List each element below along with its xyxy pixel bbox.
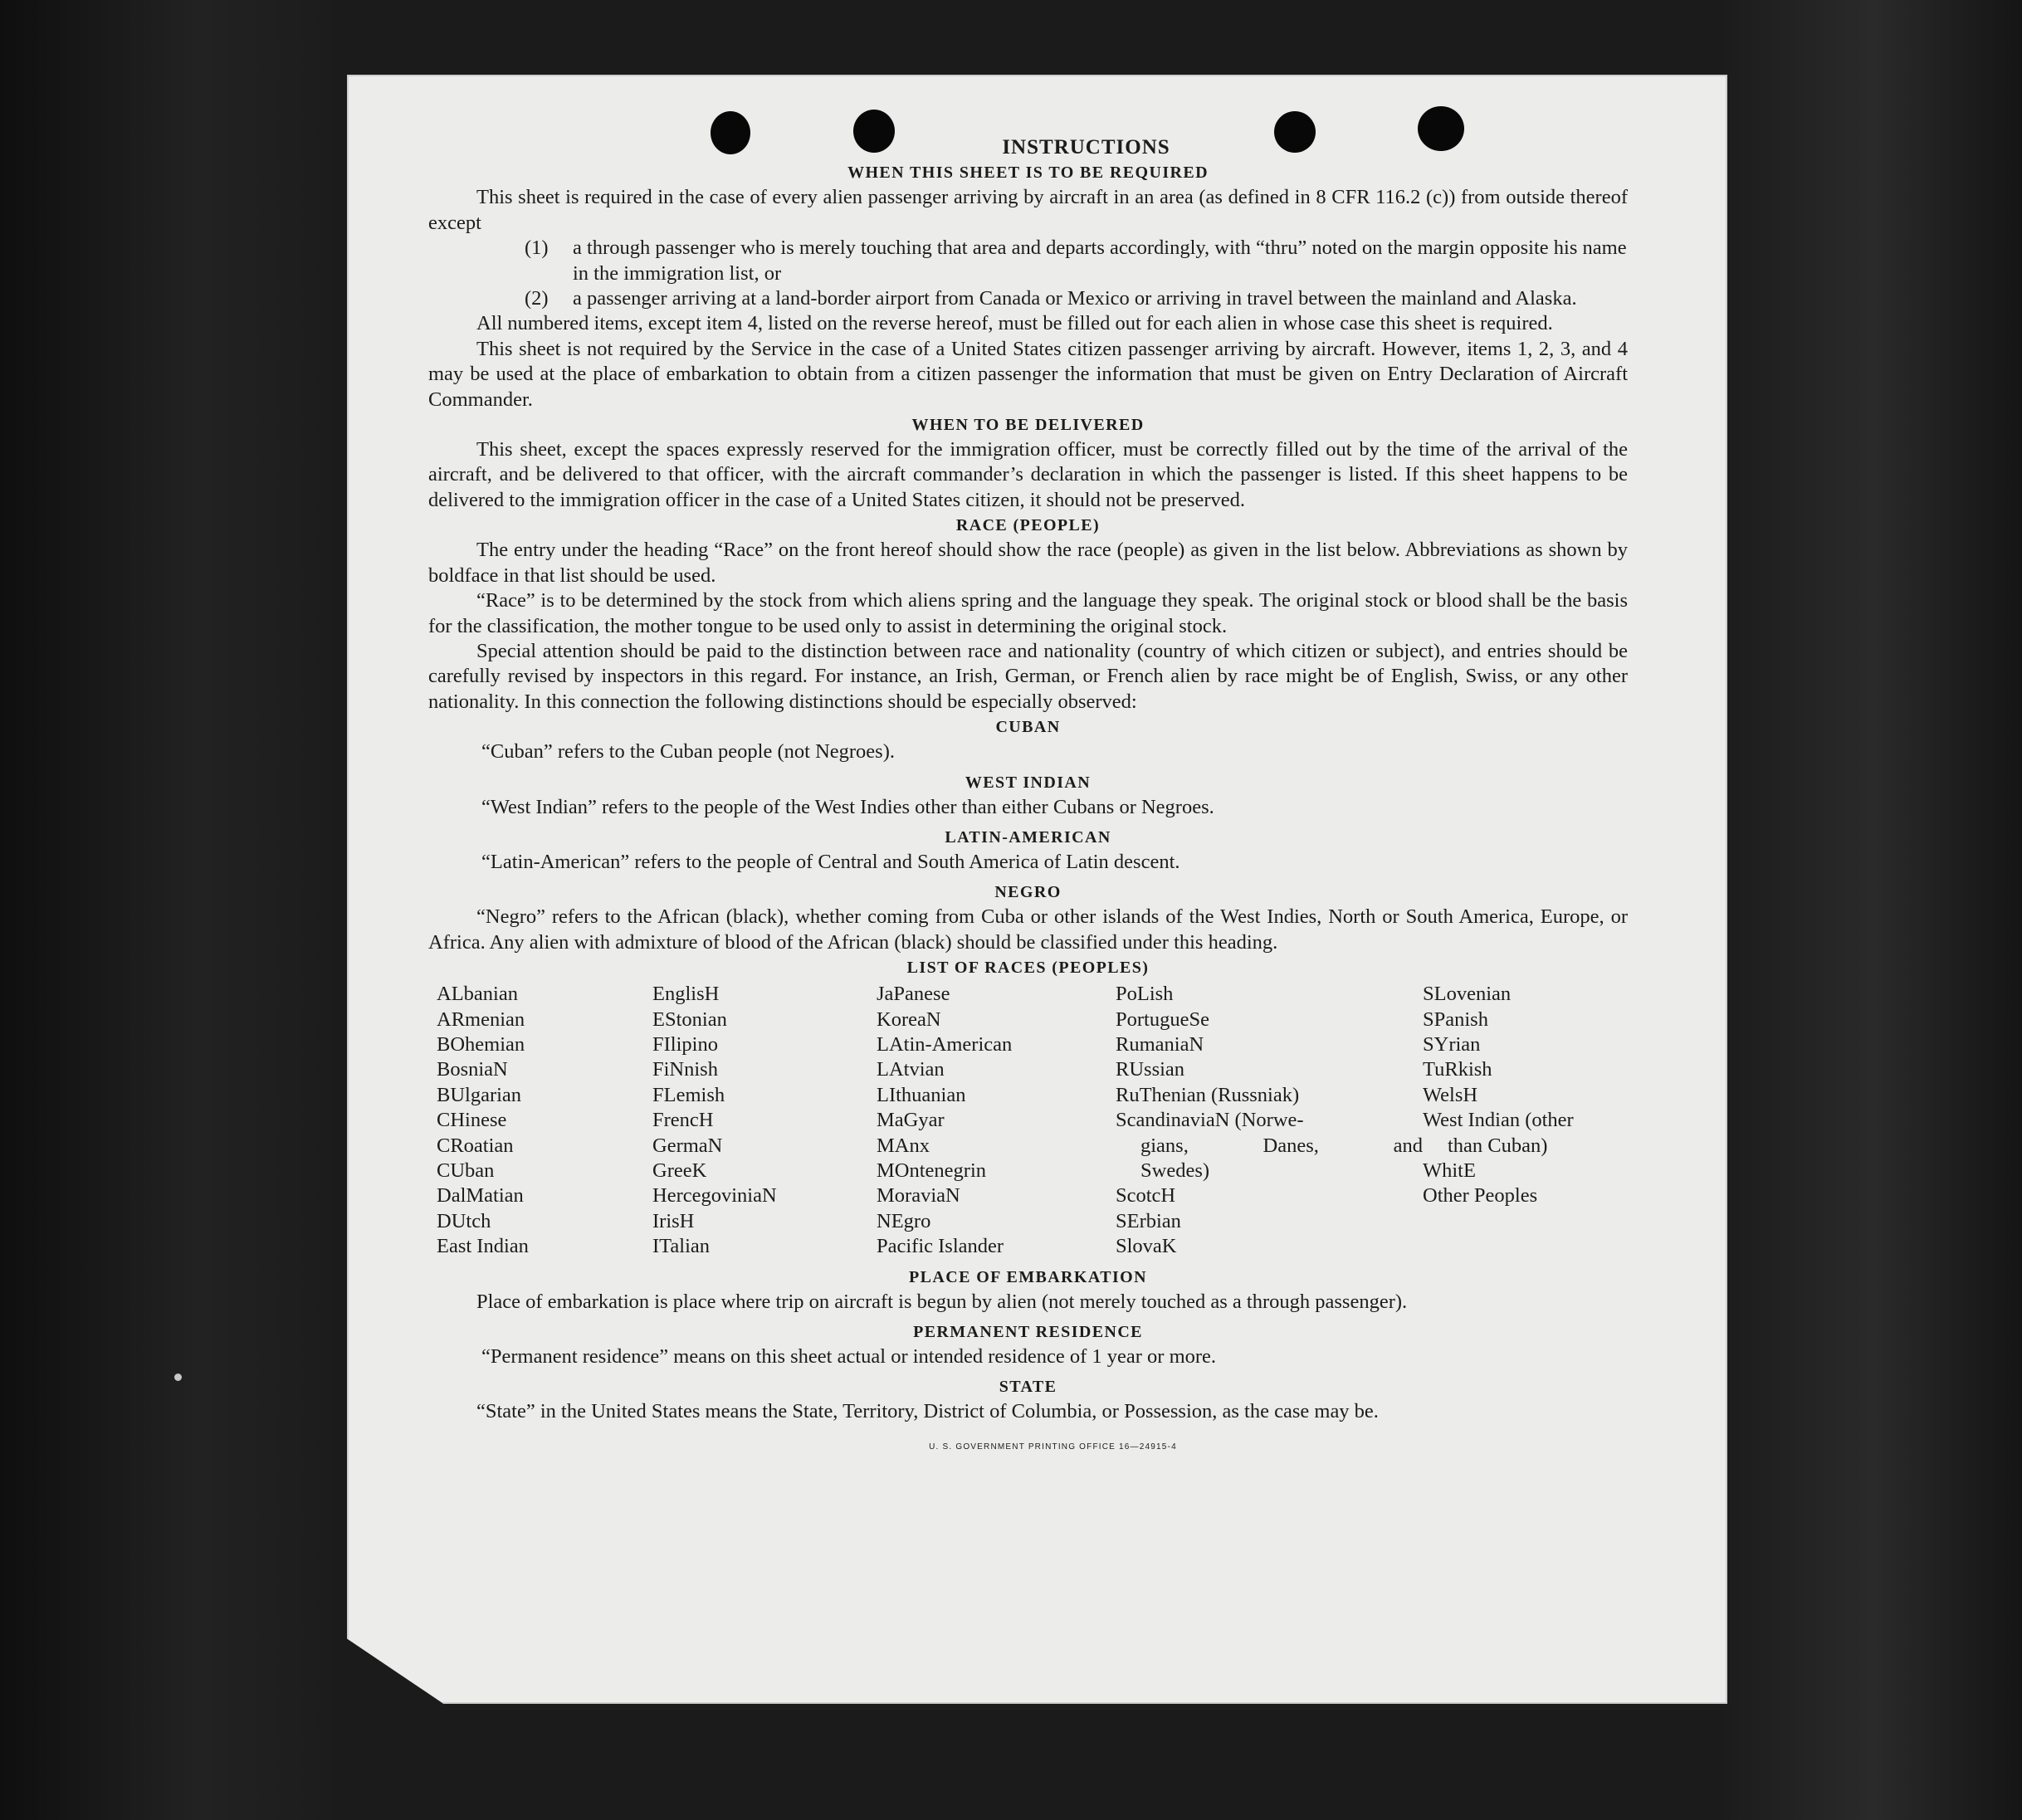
race-entry-continued: Swedes)	[1140, 1159, 1210, 1182]
race-entry: CRoatian	[437, 1134, 514, 1157]
race-entry: FLemish	[652, 1083, 725, 1106]
race-entry: CUban	[437, 1159, 495, 1182]
race-entry: GermaN	[652, 1134, 723, 1157]
heading-list-of-races: LIST OF RACES (PEOPLES)	[906, 959, 1150, 978]
races-column	[652, 982, 877, 1259]
race-entry: PoLish	[1116, 983, 1174, 1006]
heading-when-required: WHEN THIS SHEET IS TO BE REQUIRED	[847, 163, 1209, 183]
heading-permanent-residence: PERMANENT RESIDENCE	[913, 1323, 1143, 1342]
paragraph: “Negro” refers to the African (black), whether coming from Cuba or other islands of the West Indies, North or South America, Europe, or Africa. Any alien with admixture of blood of the African (black) should be classified under this heading.	[428, 905, 1628, 954]
race-entry: BosniaN	[437, 1058, 508, 1081]
race-entry: DalMatian	[437, 1184, 524, 1208]
printer-imprint: U. S. GOVERNMENT PRINTING OFFICE 16—24915-4	[929, 1442, 1177, 1452]
race-entry: West Indian (other	[1423, 1109, 1574, 1132]
race-entry: SPanish	[1423, 1008, 1488, 1031]
race-entry: SlovaK	[1116, 1235, 1177, 1258]
paragraph: The entry under the heading “Race” on the front hereof should show the race (people) as given in the list below. Abbreviations as shown by boldface in that list should be used.	[428, 539, 1628, 587]
scan-background-left	[0, 0, 332, 1820]
heading-when-delivered: WHEN TO BE DELIVERED	[911, 416, 1145, 435]
race-entry: CHinese	[437, 1109, 507, 1132]
heading-place-of-embarkation: PLACE OF EMBARKATION	[909, 1267, 1147, 1286]
scan-background-right	[1723, 0, 2022, 1820]
race-entry: Other Peoples	[1423, 1184, 1538, 1208]
definition: “Permanent residence” means on this sheet actual or intended residence of 1 year or more.	[481, 1345, 1217, 1369]
race-entry: MoraviaN	[877, 1184, 960, 1208]
paragraph: “Race” is to be determined by the stock from which aliens spring and the language they speak. The original stock or blood shall be the basis for the classification, the mother tongue to be used only to assist in determining the original stock.	[428, 589, 1628, 637]
definition: “Cuban” refers to the Cuban people (not Negroes).	[481, 740, 895, 764]
race-entry: KoreaN	[877, 1008, 941, 1031]
list-item	[525, 286, 1628, 311]
heading-race: RACE (PEOPLE)	[955, 516, 1101, 535]
race-entry: PortugueSe	[1116, 1008, 1209, 1031]
race-entry: EStonian	[652, 1008, 727, 1031]
race-entry: ARmenian	[437, 1008, 525, 1031]
race-entry: TuRkish	[1423, 1058, 1492, 1081]
race-entry: SLovenian	[1423, 983, 1512, 1006]
heading-state: STATE	[999, 1378, 1057, 1397]
races-table	[437, 982, 1628, 1259]
heading-west-indian: WEST INDIAN	[965, 773, 1092, 792]
item-text: a passenger arriving at a land-border airport from Canada or Mexico or arriving in travel between the mainland and Alaska.	[573, 287, 1577, 310]
race-entry: Pacific Islander	[877, 1235, 1004, 1258]
race-entry: GreeK	[652, 1159, 707, 1182]
race-entry: MAnx	[877, 1134, 930, 1157]
scan-speck	[174, 1374, 182, 1381]
race-entry-continued: than Cuban)	[1448, 1134, 1548, 1157]
race-entry: BOhemian	[437, 1032, 525, 1056]
race-entry: FrencH	[652, 1109, 714, 1132]
paragraph: This sheet is not required by the Service in the case of a United States citizen passenger arriving by aircraft. However, items 1, 2, 3, and 4 may be used at the place of embarkation to obtain from a citizen passenger the information that must be given on Entry Declaration of Aircraft Commander.	[428, 337, 1628, 411]
item-number: (2)	[525, 287, 549, 310]
race-entry: SErbian	[1116, 1209, 1181, 1232]
race-entry: ScandinaviaN (Norwe-	[1116, 1109, 1304, 1132]
race-entry: IrisH	[652, 1209, 695, 1232]
heading-negro: NEGRO	[994, 883, 1062, 902]
page-title: INSTRUCTIONS	[1002, 136, 1170, 159]
race-entry: NEgro	[877, 1209, 931, 1232]
race-entry: ScotcH	[1116, 1184, 1176, 1208]
races-column	[437, 982, 652, 1259]
race-entry: LIthuanian	[877, 1083, 966, 1106]
races-column	[1423, 982, 1639, 1259]
paragraph: This sheet, except the spaces expressly reserved for the immigration officer, must be correctly filled out by the time of the arrival of the aircraft, and be delivered to that officer, with the aircraft commander’s declaration in which the passenger is listed. If this sheet happens to be delivered to the immigration officer in the case of a United States citizen, it should not be preserved.	[428, 438, 1628, 511]
item-number: (1)	[525, 237, 549, 260]
definition: “Latin-American” refers to the people of Central and South America of Latin descent.	[481, 850, 1180, 873]
race-entry: DUtch	[437, 1209, 491, 1232]
race-entry: ITalian	[652, 1235, 711, 1258]
race-entry: MaGyar	[877, 1109, 945, 1132]
paragraph: This sheet is required in the case of every alien passenger arriving by aircraft in an area (as defined in 8 CFR 116.2 (c)) from outside thereof except	[428, 186, 1628, 234]
race-entry: FIlipino	[652, 1032, 718, 1056]
definition: “West Indian” refers to the people of the West Indies other than either Cubans or Negroes.	[481, 795, 1214, 818]
race-entry: EnglisH	[652, 983, 720, 1006]
paragraph: All numbered items, except item 4, listed on the reverse hereof, must be filled out for each alien in whose case this sheet is required.	[476, 312, 1553, 335]
heading-cuban: CUBAN	[995, 718, 1061, 737]
race-entry: HercegoviniaN	[652, 1184, 777, 1208]
races-column	[877, 982, 1116, 1259]
race-entry: JaPanese	[877, 983, 950, 1006]
paragraph: Place of embarkation is place where trip on aircraft is begun by alien (not merely touched as a through passenger).	[476, 1290, 1408, 1313]
race-entry: SYrian	[1423, 1032, 1481, 1056]
instructions-text	[428, 135, 1628, 1460]
paragraph: Special attention should be paid to the distinction between race and nationality (country of which citizen or subject), and entries should be carefully revised by inspectors in this regard. For instance, an Irish, German, or French alien by race might be of English, Swiss, or any other nationality. In this connection the following distinctions should be especially observed:	[428, 639, 1628, 713]
paragraph: “State” in the United States means the State, Territory, District of Columbia, or Possession, as the case may be.	[476, 1400, 1379, 1423]
race-entry: RuThenian (Russniak)	[1116, 1083, 1300, 1106]
race-entry: WelsH	[1423, 1083, 1478, 1106]
race-entry: RumaniaN	[1116, 1032, 1204, 1056]
race-entry: LAtvian	[877, 1058, 945, 1081]
race-entry: MOntenegrin	[877, 1159, 986, 1182]
race-entry: FiNnish	[652, 1058, 718, 1081]
race-entry: ALbanian	[437, 983, 518, 1006]
race-entry-continued: gians, Danes, and	[1140, 1134, 1423, 1157]
races-column	[1116, 982, 1423, 1259]
race-entry: BUlgarian	[437, 1083, 522, 1106]
race-entry: WhitE	[1423, 1159, 1476, 1182]
heading-latin-american: LATIN-AMERICAN	[945, 827, 1111, 847]
race-entry: LAtin-American	[877, 1032, 1013, 1056]
race-entry: East Indian	[437, 1235, 529, 1258]
race-entry: RUssian	[1116, 1058, 1185, 1081]
item-text: a through passenger who is merely touching that area and departs accordingly, with “thru” noted on the margin opposite his name in the immigration list, or	[573, 237, 1627, 285]
list-item	[525, 236, 1628, 286]
